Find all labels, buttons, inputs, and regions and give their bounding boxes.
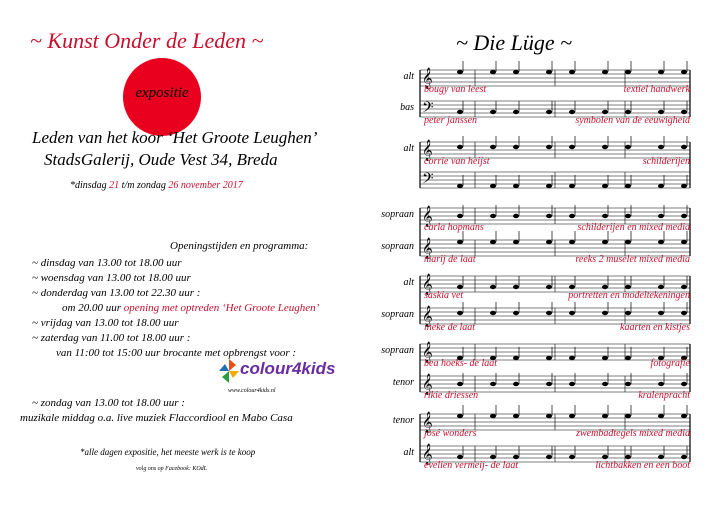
note-head	[569, 414, 575, 418]
note-head	[569, 311, 575, 315]
member-name: marij de laat	[424, 254, 476, 265]
note-head	[658, 70, 664, 74]
hours-tuesday: ~ dinsdag van 13.00 tot 18.00 uur	[32, 257, 182, 269]
artwork-type: schilderijen	[642, 156, 690, 167]
note-head	[625, 70, 631, 74]
note-head	[457, 311, 463, 315]
artwork-type: reeks 2 muselet mixed media	[575, 254, 690, 265]
note-head	[658, 311, 664, 315]
voice-label: tenor	[392, 377, 414, 388]
note-head	[457, 240, 463, 244]
artwork-type: symbolen van de eeuwigheid	[575, 115, 690, 126]
note-head	[681, 382, 687, 386]
note-head	[681, 455, 687, 459]
note-head	[490, 240, 496, 244]
note-head	[546, 214, 552, 218]
note-head	[490, 455, 496, 459]
thursday-opening: opening met optreden ‘Het Groote Leughen’	[123, 302, 320, 314]
note-head	[490, 414, 496, 418]
note-head	[457, 414, 463, 418]
note-head	[546, 240, 552, 244]
voice-label: alt	[403, 277, 414, 288]
clef-icon: 𝄞	[422, 68, 433, 89]
hours-heading: Openingstijden en programma:	[170, 240, 309, 252]
clef-icon: 𝄞	[422, 412, 433, 433]
note-head	[490, 311, 496, 315]
note-head	[457, 110, 463, 114]
clef-icon: 𝄢	[422, 99, 434, 120]
note-head	[602, 184, 608, 188]
note-head	[569, 285, 575, 289]
member-name: carla hopmans	[424, 222, 484, 233]
note-head	[658, 184, 664, 188]
pinwheel-icon	[218, 358, 240, 384]
note-head	[546, 311, 552, 315]
note-head	[658, 145, 664, 149]
voice-label: bas	[400, 102, 414, 113]
note-head	[602, 110, 608, 114]
note-head	[546, 184, 552, 188]
note-head	[625, 356, 631, 360]
note-head	[490, 285, 496, 289]
note-head	[625, 214, 631, 218]
note-head	[625, 110, 631, 114]
badge-label: expositie	[135, 85, 189, 101]
note-head	[546, 455, 552, 459]
note-head	[602, 356, 608, 360]
member-name: rikie driessen	[424, 390, 479, 401]
voice-label: sopraan	[381, 345, 414, 356]
note-head	[658, 285, 664, 289]
note-head	[457, 455, 463, 459]
note-head	[457, 184, 463, 188]
note-head	[569, 110, 575, 114]
note-head	[602, 145, 608, 149]
note-head	[513, 70, 519, 74]
note-head	[625, 414, 631, 418]
member-name: josé wonders	[424, 428, 477, 439]
clef-icon: 𝄞	[422, 306, 433, 327]
voice-label: sopraan	[381, 241, 414, 252]
note-head	[546, 382, 552, 386]
note-head	[602, 311, 608, 315]
note-head	[625, 285, 631, 289]
clef-icon: 𝄞	[422, 140, 433, 161]
note-head	[546, 145, 552, 149]
member-name: ineke de laat	[424, 322, 476, 333]
note-head	[625, 184, 631, 188]
note-head	[513, 145, 519, 149]
clef-icon: 𝄞	[422, 238, 433, 259]
date-end: 26 november 2017	[168, 180, 243, 191]
note-head	[569, 382, 575, 386]
artwork-type: zwembadtegels mixed media	[576, 428, 690, 439]
note-head	[513, 455, 519, 459]
note-head	[457, 285, 463, 289]
note-head	[681, 214, 687, 218]
note-head	[625, 145, 631, 149]
thursday-time: om 20.00 uur	[62, 302, 124, 314]
artwork-type: fotografie	[650, 358, 690, 369]
artwork-type: textiel handwerk	[623, 84, 690, 95]
note-head	[546, 70, 552, 74]
note-head	[569, 240, 575, 244]
note-head	[513, 356, 519, 360]
clef-icon: 𝄞	[422, 206, 433, 227]
voice-label: alt	[403, 71, 414, 82]
score-title: ~ Die Lüge ~	[456, 30, 573, 55]
note-head	[602, 455, 608, 459]
note-head	[658, 414, 664, 418]
voice-label: alt	[403, 447, 414, 458]
note-head	[546, 285, 552, 289]
clef-icon: 𝄞	[422, 444, 433, 465]
note-head	[457, 145, 463, 149]
hours-sunday: ~ zondag van 13.00 tot 18.00 uur :	[32, 397, 185, 409]
sunday-event: muzikale middag o.a. live muziek Flaccordiool en Mabo Casa	[20, 412, 293, 424]
note-head	[681, 70, 687, 74]
dates-mid: t/m zondag	[119, 180, 169, 191]
hours-friday: ~ vrijdag van 13.00 tot 18.00 uur	[32, 317, 179, 329]
note-head	[625, 455, 631, 459]
subtitle-choir: Leden van het koor ‘Het Groote Leughen’	[32, 128, 318, 147]
clef-icon: 𝄢	[422, 170, 434, 191]
logo-text: colour4kids	[240, 359, 336, 378]
thursday-event	[62, 302, 319, 314]
note-head	[681, 184, 687, 188]
note-head	[457, 70, 463, 74]
note-head	[513, 382, 519, 386]
note-head	[602, 285, 608, 289]
note-head	[658, 110, 664, 114]
note-head	[658, 382, 664, 386]
note-head	[569, 356, 575, 360]
note-head	[513, 285, 519, 289]
note-head	[658, 240, 664, 244]
artwork-type: kralenpracht	[638, 390, 690, 401]
member-name: bea hoeks- de laat	[424, 358, 498, 369]
voice-label: sopraan	[381, 309, 414, 320]
note-head	[513, 414, 519, 418]
note-head	[490, 214, 496, 218]
note-head	[546, 414, 552, 418]
sale-note: *alle dagen expositie, het meeste werk is te koop	[80, 447, 256, 457]
note-head	[602, 214, 608, 218]
note-head	[625, 382, 631, 386]
note-head	[658, 455, 664, 459]
hours-saturday: ~ zaterdag van 11.00 tot 18.00 uur :	[32, 332, 191, 344]
logo-url: www.colour4kids.nl	[228, 388, 276, 394]
artwork-type: schilderijen en mixed media	[577, 222, 690, 233]
hours-thursday: ~ donderdag van 13.00 tot 22.30 uur :	[32, 287, 201, 299]
red-sun-badge	[123, 58, 201, 136]
note-head	[681, 145, 687, 149]
note-head	[513, 184, 519, 188]
note-head	[546, 110, 552, 114]
note-head	[457, 382, 463, 386]
note-head	[490, 145, 496, 149]
note-head	[546, 356, 552, 360]
note-head	[625, 240, 631, 244]
note-head	[602, 70, 608, 74]
note-head	[658, 214, 664, 218]
clef-icon: 𝄞	[422, 274, 433, 295]
clef-icon: 𝄞	[422, 342, 433, 363]
note-head	[602, 240, 608, 244]
right-panel	[356, 0, 712, 519]
artwork-type: lichtbakken en een boot	[595, 460, 690, 471]
note-head	[513, 110, 519, 114]
note-head	[681, 240, 687, 244]
subtitle-venue: StadsGalerij, Oude Vest 34, Breda	[44, 150, 278, 169]
page-title: ~ Kunst Onder de Leden ~	[30, 28, 264, 53]
note-head	[513, 311, 519, 315]
member-name: corrie van heijst	[424, 156, 490, 167]
colour4kids-logo	[218, 358, 336, 386]
artwork-type: portretten en modeltekeningen	[568, 290, 690, 301]
member-name: peter janssen	[424, 115, 478, 126]
note-head	[569, 184, 575, 188]
note-head	[625, 311, 631, 315]
note-head	[457, 214, 463, 218]
note-head	[490, 70, 496, 74]
note-head	[569, 145, 575, 149]
note-head	[513, 214, 519, 218]
note-head	[569, 214, 575, 218]
artwork-type: kaarten en kistjes	[620, 322, 690, 333]
exhibition-dates	[70, 180, 243, 191]
clef-icon: 𝄞	[422, 374, 433, 395]
dates-prefix: *dinsdag	[70, 180, 110, 191]
member-name: evelien vermeij- de laat	[424, 460, 519, 471]
saturday-event: van 11:00 tot 15:00 uur brocante met opbrengst voor :	[56, 347, 297, 359]
note-head	[490, 184, 496, 188]
note-head	[681, 414, 687, 418]
member-name: saskia vet	[424, 290, 464, 301]
note-head	[681, 110, 687, 114]
hours-wednesday: ~ woensdag van 13.00 tot 18.00 uur	[32, 272, 191, 284]
note-head	[681, 285, 687, 289]
note-head	[569, 70, 575, 74]
note-head	[602, 414, 608, 418]
note-head	[490, 382, 496, 386]
note-head	[513, 240, 519, 244]
note-head	[681, 311, 687, 315]
facebook-note: volg ons op Facebook: KOdL	[136, 466, 207, 472]
voice-label: sopraan	[381, 209, 414, 220]
date-start: 21	[109, 180, 120, 191]
note-head	[569, 455, 575, 459]
voice-label: tenor	[392, 415, 414, 426]
voice-label: alt	[403, 143, 414, 154]
note-head	[490, 110, 496, 114]
member-name: bougy van leest	[424, 84, 487, 95]
note-head	[602, 382, 608, 386]
